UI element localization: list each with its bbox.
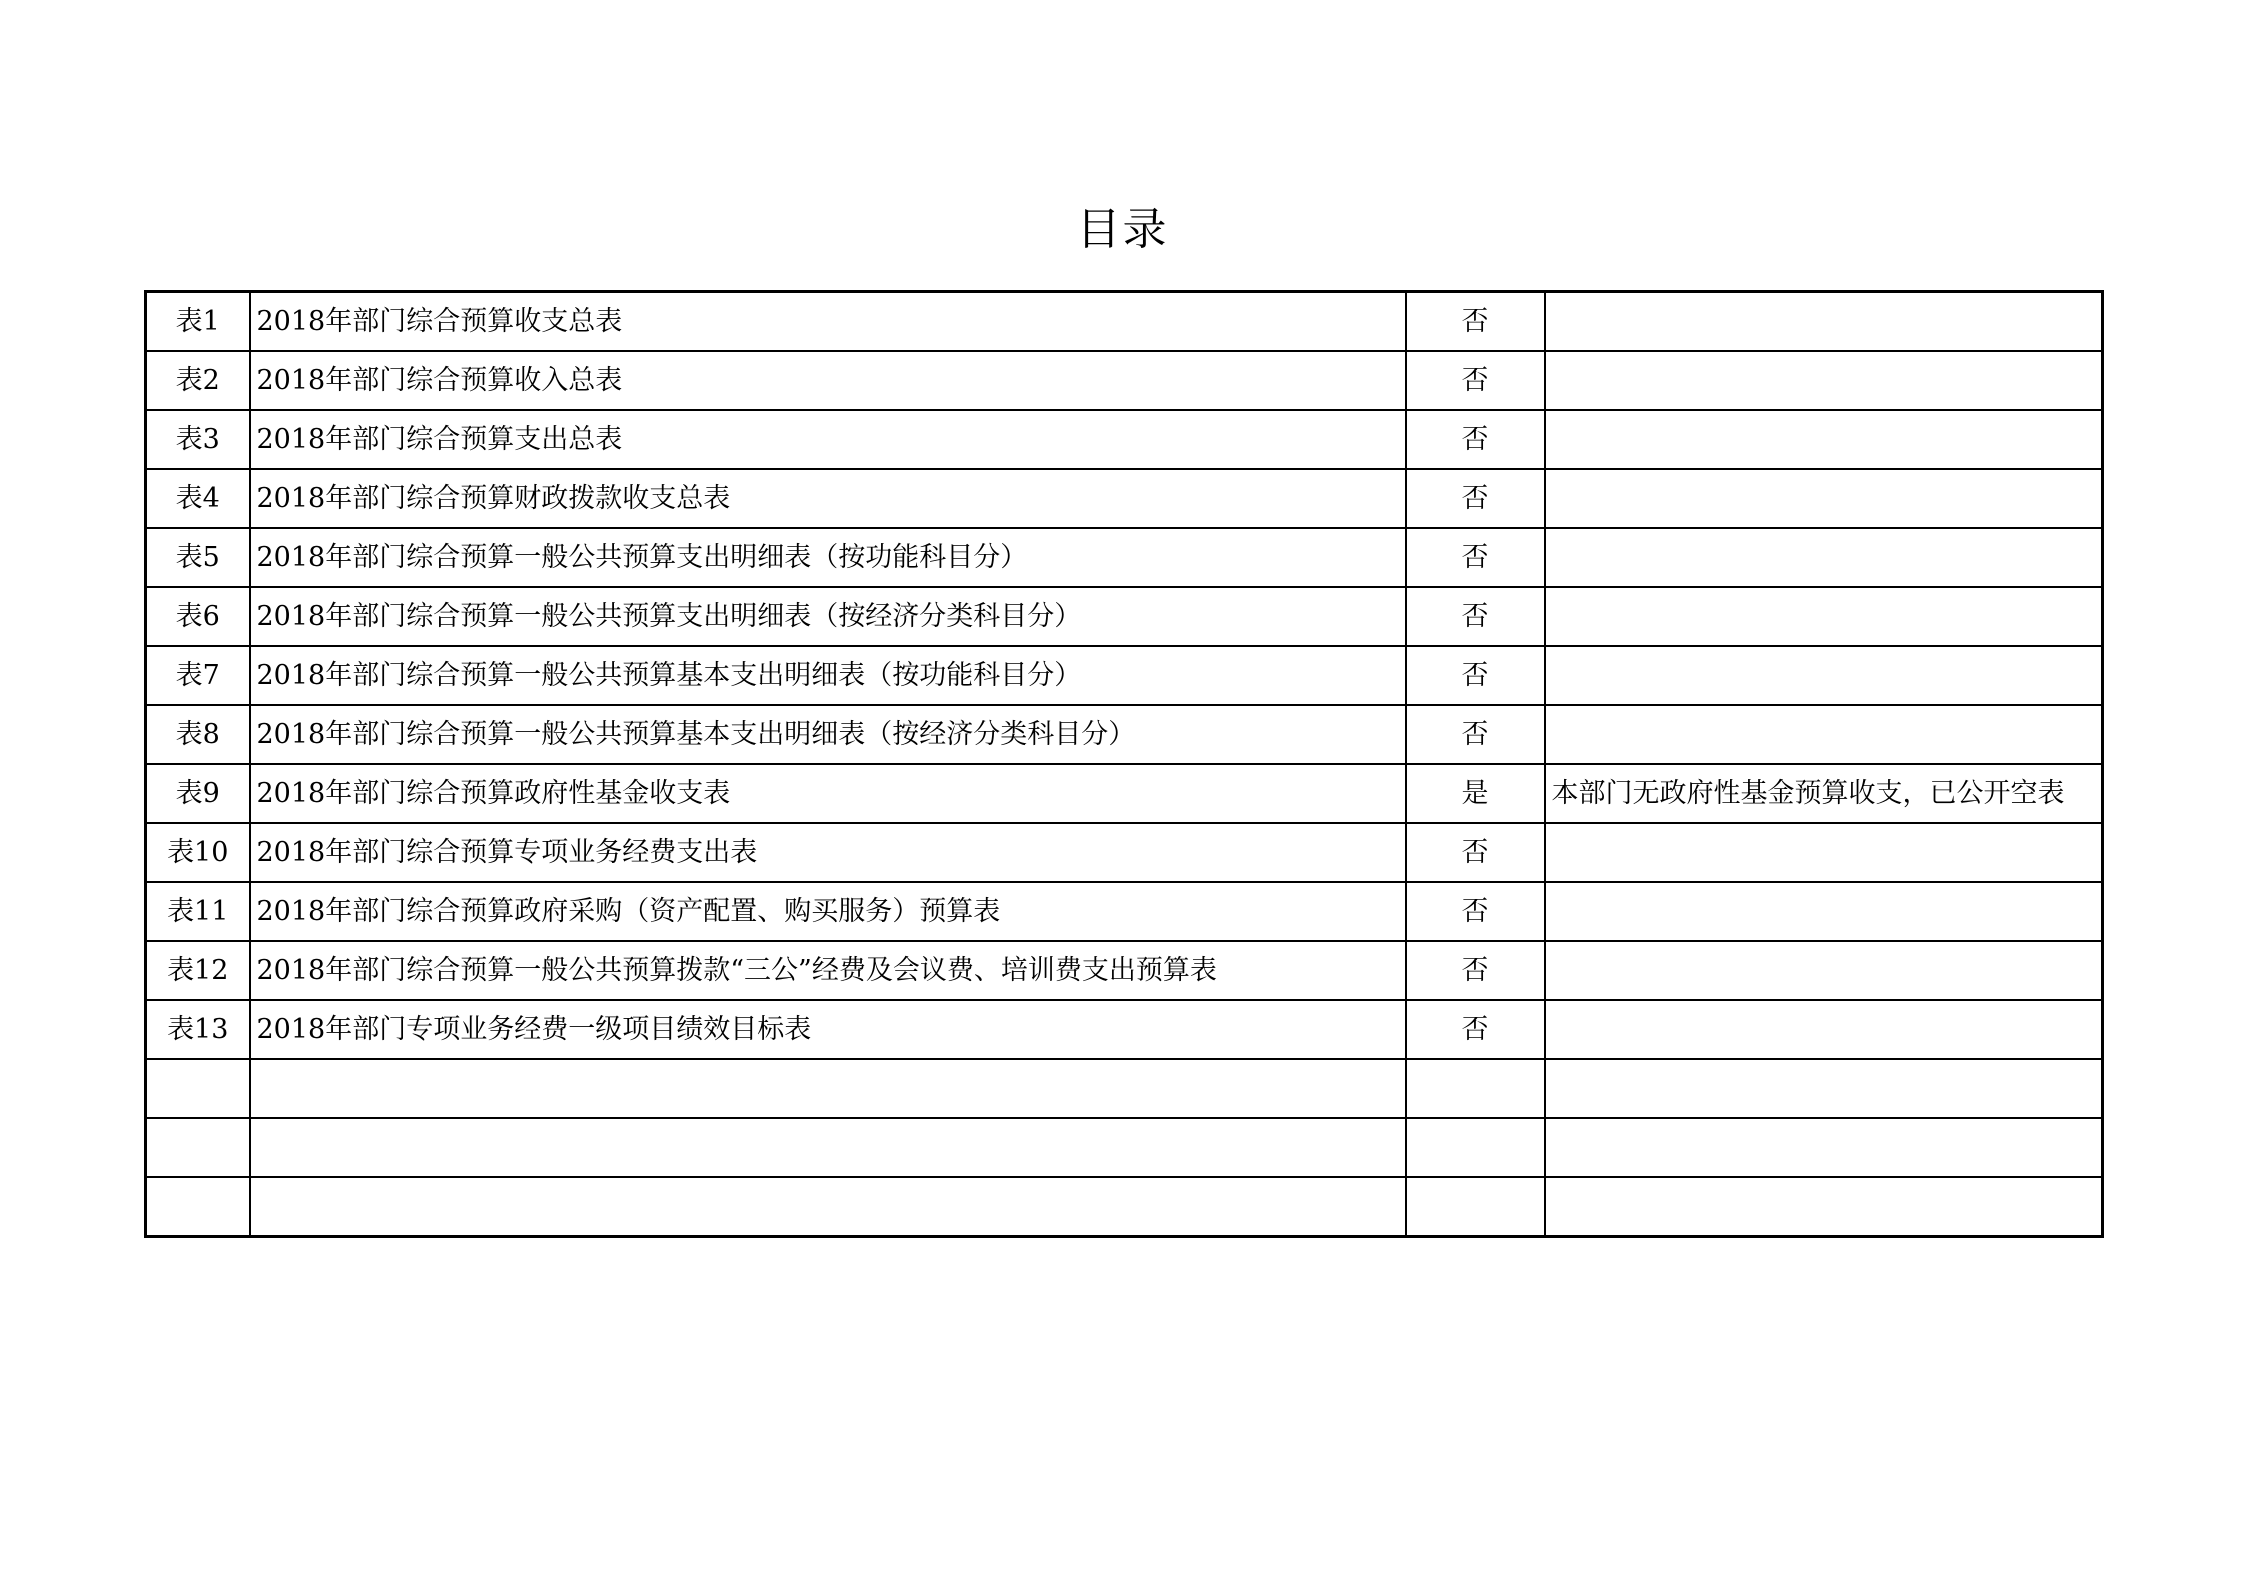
table-row	[146, 705, 2103, 764]
table-row	[146, 646, 2103, 705]
table-number-cell: 表13	[146, 1000, 250, 1059]
table-number-cell	[146, 1059, 250, 1118]
empty-table-flag-cell: 否	[1406, 705, 1545, 764]
table-row	[146, 823, 2103, 882]
table-row	[146, 1177, 2103, 1237]
table-row	[146, 941, 2103, 1000]
table-number-cell: 表8	[146, 705, 250, 764]
empty-table-flag-cell	[1406, 1059, 1545, 1118]
table-row	[146, 469, 2103, 528]
empty-table-flag-cell: 否	[1406, 528, 1545, 587]
note-cell	[1545, 705, 2103, 764]
table-name-cell: 2018年部门综合预算一般公共预算拨款“三公”经费及会议费、培训费支出预算表	[250, 941, 1406, 1000]
note-cell	[1545, 351, 2103, 410]
note-cell	[1545, 1177, 2103, 1237]
table-number-cell: 表10	[146, 823, 250, 882]
table-name-cell: 2018年部门综合预算收入总表	[250, 351, 1406, 410]
note-cell	[1545, 646, 2103, 705]
empty-table-flag-cell: 否	[1406, 351, 1545, 410]
toc-body	[146, 292, 2103, 1237]
note-cell	[1545, 823, 2103, 882]
table-name-cell	[250, 1118, 1406, 1177]
table-name-cell: 2018年部门专项业务经费一级项目绩效目标表	[250, 1000, 1406, 1059]
empty-table-flag-cell: 否	[1406, 469, 1545, 528]
table-number-cell: 表12	[146, 941, 250, 1000]
table-number-cell: 表4	[146, 469, 250, 528]
table-number-cell: 表9	[146, 764, 250, 823]
toc-table	[144, 290, 2104, 1238]
empty-table-flag-cell: 是	[1406, 764, 1545, 823]
table-name-cell: 2018年部门综合预算一般公共预算基本支出明细表（按经济分类科目分）	[250, 705, 1406, 764]
table-row	[146, 587, 2103, 646]
note-cell: 本部门无政府性基金预算收支，已公开空表	[1545, 764, 2103, 823]
empty-table-flag-cell: 否	[1406, 587, 1545, 646]
table-row	[146, 528, 2103, 587]
table-number-cell: 表11	[146, 882, 250, 941]
empty-table-flag-cell: 否	[1406, 292, 1545, 352]
table-number-cell: 表7	[146, 646, 250, 705]
table-row	[146, 1000, 2103, 1059]
table-number-cell: 表3	[146, 410, 250, 469]
table-row	[146, 351, 2103, 410]
table-row	[146, 410, 2103, 469]
table-name-cell: 2018年部门综合预算收支总表	[250, 292, 1406, 352]
empty-table-flag-cell: 否	[1406, 410, 1545, 469]
empty-table-flag-cell	[1406, 1118, 1545, 1177]
empty-table-flag-cell: 否	[1406, 1000, 1545, 1059]
note-cell	[1545, 292, 2103, 352]
table-number-cell: 表1	[146, 292, 250, 352]
note-cell	[1545, 469, 2103, 528]
empty-table-flag-cell: 否	[1406, 646, 1545, 705]
table-name-cell: 2018年部门综合预算一般公共预算支出明细表（按经济分类科目分）	[250, 587, 1406, 646]
note-cell	[1545, 1118, 2103, 1177]
table-name-cell: 2018年部门综合预算专项业务经费支出表	[250, 823, 1406, 882]
note-cell	[1545, 941, 2103, 1000]
table-row	[146, 882, 2103, 941]
note-cell	[1545, 528, 2103, 587]
table-number-cell	[146, 1177, 250, 1237]
table-name-cell	[250, 1177, 1406, 1237]
table-name-cell: 2018年部门综合预算一般公共预算基本支出明细表（按功能科目分）	[250, 646, 1406, 705]
page-title: 目录	[1076, 204, 1169, 255]
table-number-cell: 表2	[146, 351, 250, 410]
table-number-cell: 表6	[146, 587, 250, 646]
table-name-cell: 2018年部门综合预算政府性基金收支表	[250, 764, 1406, 823]
table-name-cell	[250, 1059, 1406, 1118]
table-number-cell: 表5	[146, 528, 250, 587]
empty-table-flag-cell: 否	[1406, 823, 1545, 882]
table-row	[146, 1118, 2103, 1177]
table-name-cell: 2018年部门综合预算财政拨款收支总表	[250, 469, 1406, 528]
table-name-cell: 2018年部门综合预算政府采购（资产配置、购买服务）预算表	[250, 882, 1406, 941]
note-cell	[1545, 410, 2103, 469]
note-cell	[1545, 587, 2103, 646]
table-row	[146, 764, 2103, 823]
table-name-cell: 2018年部门综合预算一般公共预算支出明细表（按功能科目分）	[250, 528, 1406, 587]
table-number-cell	[146, 1118, 250, 1177]
note-cell	[1545, 882, 2103, 941]
table-name-cell: 2018年部门综合预算支出总表	[250, 410, 1406, 469]
empty-table-flag-cell: 否	[1406, 941, 1545, 1000]
empty-table-flag-cell: 否	[1406, 882, 1545, 941]
note-cell	[1545, 1000, 2103, 1059]
note-cell	[1545, 1059, 2103, 1118]
table-row	[146, 292, 2103, 352]
empty-table-flag-cell	[1406, 1177, 1545, 1237]
table-row	[146, 1059, 2103, 1118]
